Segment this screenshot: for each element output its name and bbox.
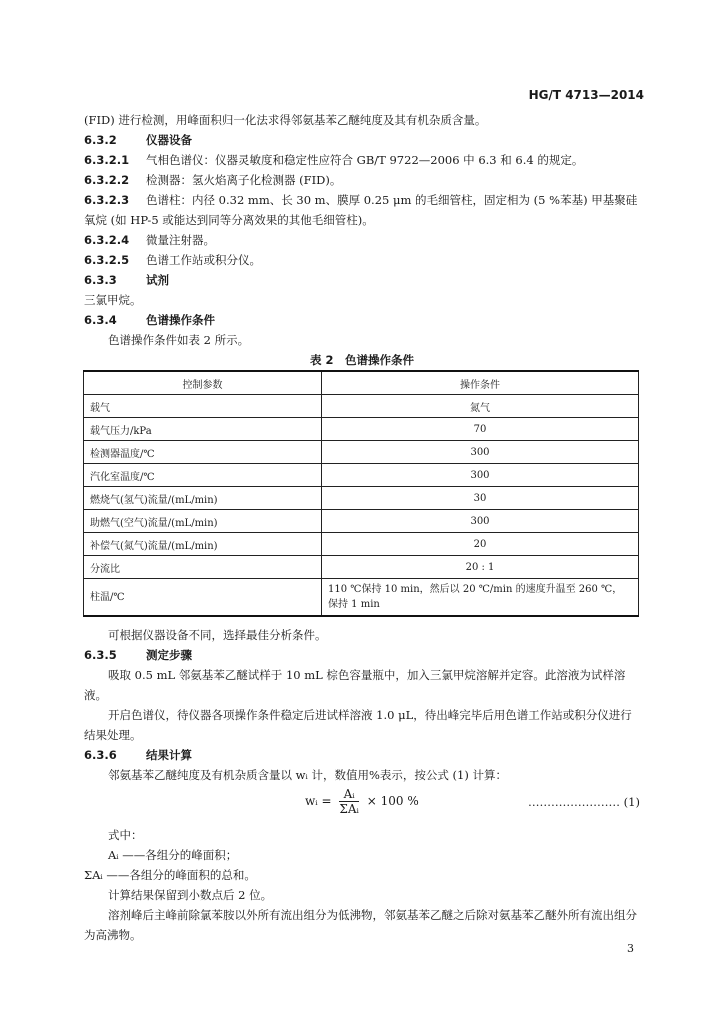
- param-cell: 分流比: [84, 556, 322, 579]
- clause-6-3-2-5: [84, 250, 642, 270]
- table-header-cell: 控制参数: [84, 371, 322, 395]
- param-cell: 燃烧气(氢气)流量/(mL/min): [84, 487, 322, 510]
- table-row: [84, 418, 639, 441]
- formula-denominator: ΣAᵢ: [339, 802, 359, 816]
- param-cell: 汽化室温度/℃: [84, 464, 322, 487]
- param-cell: 助燃气(空气)流量/(mL/min): [84, 510, 322, 533]
- reagent-text: 三氯甲烷。: [84, 293, 142, 307]
- param-cell: 柱温/℃: [84, 579, 322, 617]
- table-header-cell: 操作条件: [322, 371, 639, 395]
- value-cell: 30: [322, 487, 639, 510]
- clause-6-3-2-3: [84, 190, 642, 230]
- clause-6-3-2-1: [84, 150, 642, 170]
- calc-intro: 邻氨基苯乙醚纯度及有机杂质含量以 wᵢ 计，数值用%表示，按公式 (1) 计算：: [108, 768, 507, 782]
- solvent-text: 溶剂峰后主峰前除氯苯胺以外所有流出组分为低沸物，邻氨基苯乙醚之后除对氨基苯乙醚外所有流出组分为高沸物。: [84, 908, 637, 942]
- value-cell: 20 : 1: [322, 556, 639, 579]
- table-row: [84, 579, 639, 617]
- clause-number: 6.3.2.1: [84, 153, 130, 167]
- clause-number: 6.3.2.5: [84, 253, 130, 267]
- clause-text: 检测器：氢火焰离子化检测器 (FID)。: [146, 173, 342, 187]
- rounding-text: 计算结果保留到小数点后 2 位。: [108, 888, 273, 902]
- note-text: 可根据仪器设备不同，选择最佳分析条件。: [108, 628, 327, 642]
- clause-6-3-2-2: [84, 170, 642, 190]
- clause-number: 6.3.2.2: [84, 173, 130, 187]
- value-cell: 70: [322, 418, 639, 441]
- page-number: 3: [627, 942, 634, 955]
- step-2-text: 开启色谱仪，待仪器各项操作条件稳定后进试样溶液 1.0 μL，待出峰完毕后用色谱工作站或积分仪进行结果处理。: [84, 708, 632, 742]
- clause-text: 微量注射器。: [146, 233, 215, 247]
- clause-text: 色谱工作站或积分仪。: [146, 253, 261, 267]
- section-6-3-5-heading: [84, 645, 642, 665]
- clause-number: 6.3.2.3: [84, 193, 130, 207]
- formula-lhs: wᵢ =: [305, 794, 332, 808]
- table-row: [84, 464, 639, 487]
- conditions-table: [83, 370, 639, 617]
- param-cell: 检测器温度/℃: [84, 441, 322, 464]
- table-row: [84, 487, 639, 510]
- definition-2: ΣAᵢ ——各组分的峰面积的总和。: [84, 868, 256, 882]
- value-cell: 氮气: [322, 395, 639, 418]
- param-cell: 载气压力/kPa: [84, 418, 322, 441]
- section-6-3-2-heading: [84, 130, 642, 150]
- table-title: 表 2 色谱操作条件: [309, 353, 414, 367]
- conditions-intro: 色谱操作条件如表 2 所示。: [108, 333, 250, 347]
- table-header-row: [84, 371, 639, 395]
- value-cell: 300: [322, 464, 639, 487]
- section-number: 6.3.6: [84, 748, 117, 762]
- definition-1: Aᵢ ——各组分的峰面积；: [108, 848, 238, 862]
- formula-numerator: Aᵢ: [339, 787, 359, 802]
- formula-tail: × 100 %: [366, 794, 419, 808]
- param-cell: 载气: [84, 395, 322, 418]
- step-1-text: 吸取 0.5 mL 邻氨基苯乙醚试样于 10 mL 棕色容量瓶中，加入三氯甲烷溶解并定容。此溶液为试样溶液。: [84, 668, 626, 702]
- intro-paragraph: (FID) 进行检测，用峰面积归一化法求得邻氨基苯乙醚纯度及其有机杂质含量。: [84, 113, 487, 127]
- equation-number: …………………… (1): [528, 795, 640, 809]
- value-cell: 110 ℃保持 10 min，然后以 20 ℃/min 的速度升温至 260 ℃，保持 1 min: [322, 579, 639, 617]
- section-number: 6.3.4: [84, 313, 117, 327]
- section-title: 试剂: [146, 273, 169, 287]
- where-label: 式中：: [108, 828, 143, 842]
- formula: [305, 787, 419, 816]
- param-cell: 补偿气(氮气)流量/(mL/min): [84, 533, 322, 556]
- value-cell: 20: [322, 533, 639, 556]
- table-row: [84, 395, 639, 418]
- section-number: 6.3.3: [84, 273, 117, 287]
- section-title: 结果计算: [146, 748, 192, 762]
- table-row: [84, 533, 639, 556]
- clause-text: 色谱柱：内径 0.32 mm、长 30 m、膜厚 0.25 μm 的毛细管柱，固定相为 (5 %苯基) 甲基聚硅氧烷 (如 HP-5 或能达到同等分离效果的其他毛细管柱)。: [84, 193, 638, 227]
- section-number: 6.3.2: [84, 133, 117, 147]
- clause-number: 6.3.2.4: [84, 233, 130, 247]
- section-number: 6.3.5: [84, 648, 117, 662]
- standard-number: HG/T 4713—2014: [528, 88, 644, 102]
- table-row: [84, 510, 639, 533]
- section-6-3-4-heading: [84, 310, 642, 330]
- section-title: 仪器设备: [146, 133, 192, 147]
- value-cell: 300: [322, 510, 639, 533]
- section-6-3-3-heading: [84, 270, 642, 290]
- table-row: [84, 556, 639, 579]
- clause-6-3-2-4: [84, 230, 642, 250]
- value-cell: 300: [322, 441, 639, 464]
- table-row: [84, 441, 639, 464]
- section-title: 色谱操作条件: [146, 313, 215, 327]
- clause-text: 气相色谱仪：仪器灵敏度和稳定性应符合 GB/T 9722—2006 中 6.3 和 6.4 的规定。: [146, 153, 584, 167]
- section-title: 测定步骤: [146, 648, 192, 662]
- section-6-3-6-heading: [84, 745, 642, 765]
- formula-fraction: [339, 787, 359, 816]
